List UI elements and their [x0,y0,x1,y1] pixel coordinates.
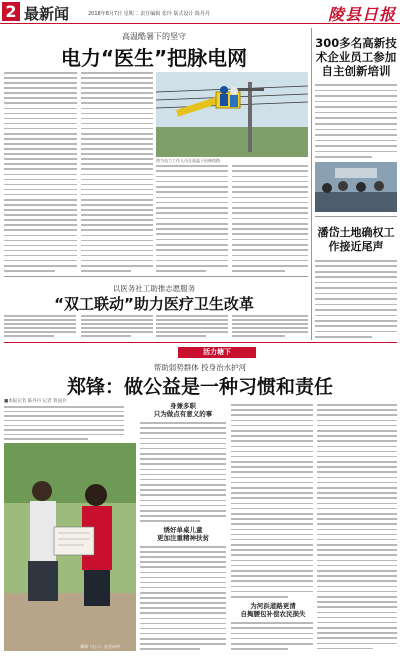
right-body-2 [315,260,397,338]
feature-photo-credit: 郑锋（右二）在活动中 [80,644,120,649]
story1-body-col2 [81,72,153,272]
feature-photo [4,443,136,651]
story1-headline: 电力“医生”把脉电网 [60,46,248,70]
dateline: 2018年8月7日 星期二 责任编辑 张玲 版式设计 陈丹丹 [88,11,211,17]
masthead [0,0,400,24]
story1-body-col1 [4,72,77,272]
right-headline-land: 潘岱土地确权工作接近尾声 [317,226,395,253]
newspaper-logo: 陵县日报 [327,5,396,24]
story2-body-col3 [156,315,228,337]
right-headline-training: 300多名高新技术企业员工参加自主创新培训 [315,36,397,78]
feature-headline: 郑锋：做公益是一种习惯和责任 [66,376,333,398]
story1-photo [156,72,308,157]
story1-photo-caption: 图为电力工作人员在高温下检修线路 [156,158,220,163]
feature-col2-a [140,422,226,522]
story2-headline: “双工联动”助力医疗卫生改革 [54,295,254,313]
story2-kicker: 以医务社工助推志愿服务 [112,284,196,293]
right-body-1 [315,84,397,158]
story1-body-col3 [156,165,228,272]
story2-body-col2 [81,315,153,337]
feature-banner: 活力塘下 [178,347,256,358]
page-number: 2 [2,2,20,21]
feature-kicker: 帮助弱势群体 投身治水护河 [153,363,247,372]
feature-byline: ■本报记者 陈丹丹 记者 蒋国兵 [4,399,67,404]
column-rule [311,28,312,340]
story1-body-col4 [232,165,308,272]
section-title: 最新闻 [24,5,70,23]
divider-right [315,216,397,217]
feature-subhead-2: 绣好单桌儿童 更加注重精神扶贫 [157,526,209,542]
feature-intro [4,406,124,440]
story1-kicker: 高温酷暑下的坚守 [122,32,186,41]
feature-col4 [317,404,397,650]
divider-story1 [4,276,308,277]
feature-col2-b [140,546,226,650]
feature-subhead-3: 为河浜道路更清 自掏腰包补偿农民损失 [240,602,306,618]
right-photo [315,162,397,212]
feature-col3-a [231,404,313,598]
story2-body-col1 [4,315,76,337]
divider-feature [4,342,397,343]
feature-col3-b [231,622,313,650]
feature-subhead-1: 身兼多职 只为做点有意义的事 [153,402,213,418]
story2-body-col4 [232,315,308,337]
